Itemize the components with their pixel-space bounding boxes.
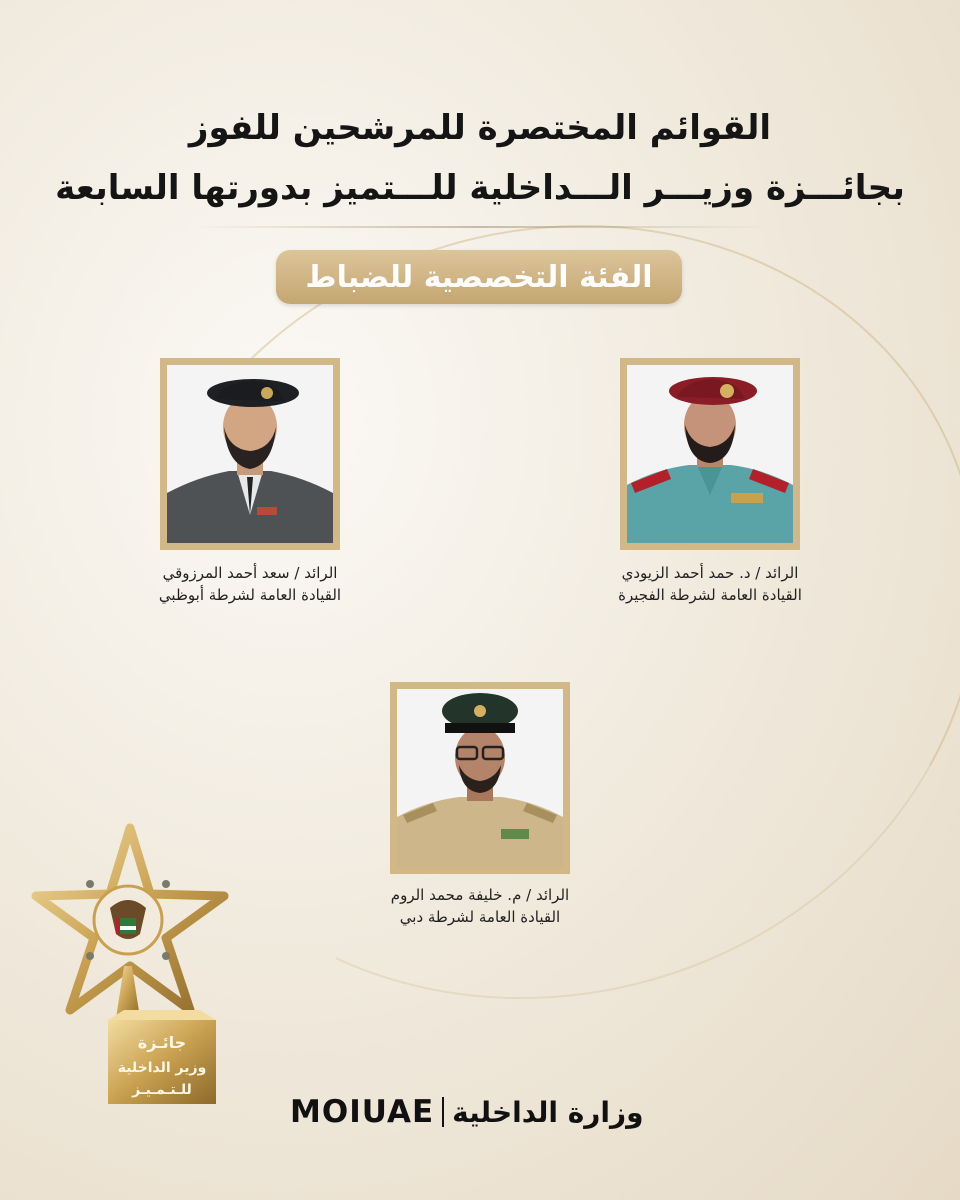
page-title: القوائم المختصرة للمرشحين للفوز: [188, 108, 772, 148]
candidate-caption-3: [340, 884, 620, 928]
candidate-unit-1: القيادة العامة لشرطة أبوظبي: [158, 586, 342, 604]
brand-english: MOIUAE: [290, 1094, 435, 1130]
candidate-photo-3: [390, 682, 570, 874]
candidate-unit-3: القيادة العامة لشرطة دبي: [399, 908, 561, 926]
candidate-name-3: الرائد / م. خليفة محمد الروم: [390, 886, 570, 904]
award-logo-line1: جائـزة: [137, 1033, 187, 1052]
award-trophy-logo: [20, 822, 240, 1122]
candidate-name-1: الرائد / سعد أحمد المرزوقي: [162, 564, 338, 582]
award-logo-line3: للـتـمـيـز: [132, 1082, 192, 1098]
brand-arabic: وزارة الداخلية: [452, 1095, 644, 1129]
category-badge: الفئة التخصصية للضباط: [276, 250, 682, 304]
page-subtitle: بجائـــزة وزيـــر الـــداخلية للـــتميز بدورتها السابعة: [55, 168, 905, 208]
candidate-photo-2: [620, 358, 800, 550]
candidate-caption-2: [570, 562, 850, 606]
candidate-caption-1: [110, 562, 390, 606]
brand-separator: [442, 1097, 444, 1127]
award-logo-line2: وزير الداخلية: [117, 1060, 207, 1076]
footer-brand: [290, 1090, 644, 1134]
candidate-unit-2: القيادة العامة لشرطة الفجيرة: [618, 586, 802, 604]
title-divider: [190, 226, 770, 228]
candidate-photo-1: [160, 358, 340, 550]
candidate-name-2: الرائد / د. حمد أحمد الزيودي: [621, 564, 799, 582]
